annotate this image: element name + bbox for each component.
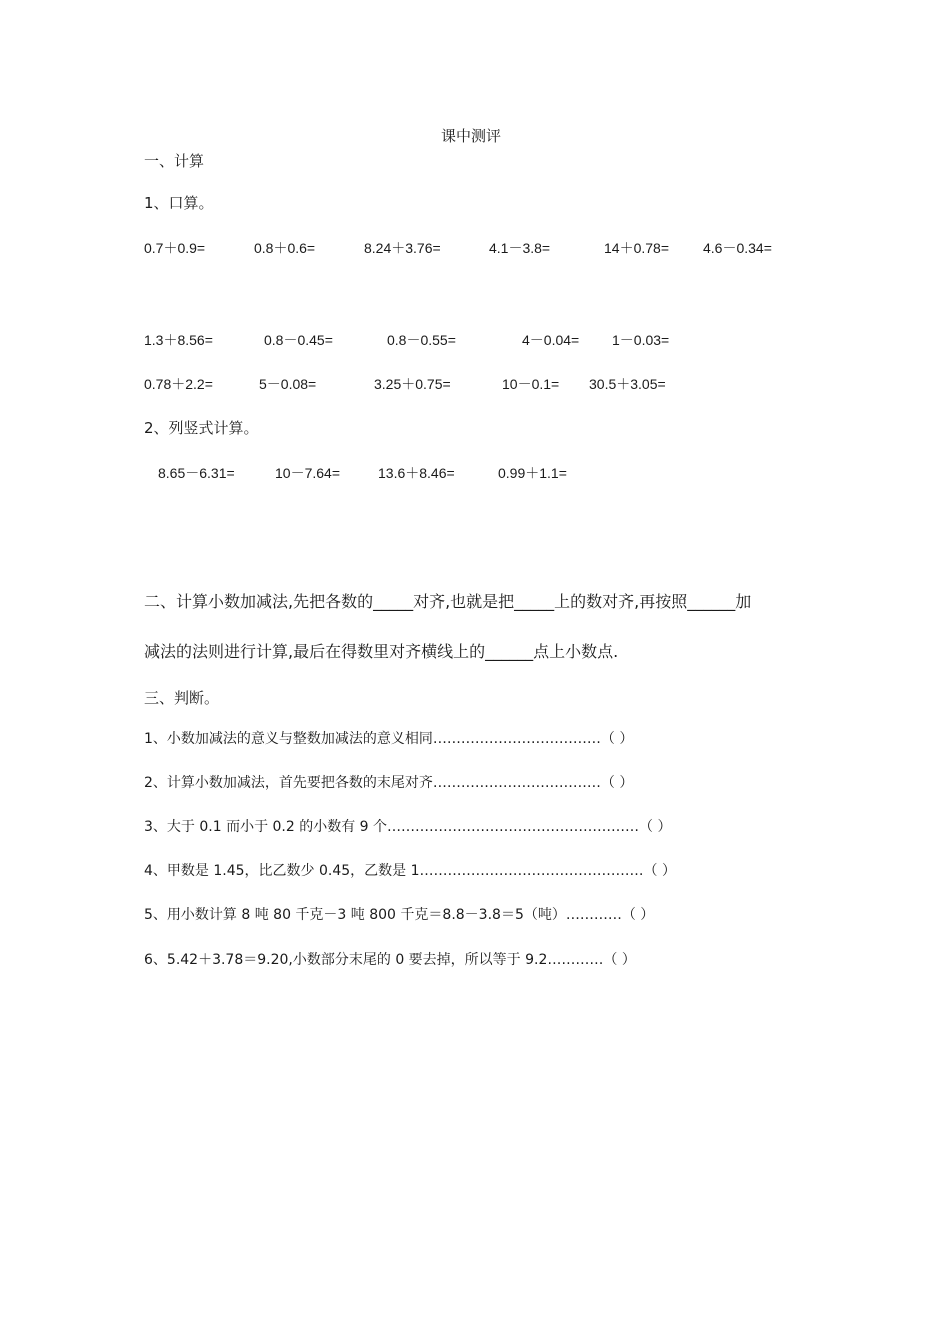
judge-item: 6、5.42＋3.78＝9.20,小数部分末尾的 0 要去掉，所以等于 9.2…………（ ）	[144, 952, 636, 968]
vertical-calc-item: 0.99＋1.1=	[498, 465, 567, 481]
oral-calc-item: 8.24＋3.76=	[364, 240, 441, 256]
oral-calc-item: 4.1－3.8=	[489, 240, 551, 256]
vertical-calc-item: 10－7.64=	[275, 465, 340, 481]
oral-calc-item: 4.6－0.34=	[703, 240, 772, 256]
question-1-label: 1、口算。	[144, 194, 214, 212]
oral-calc-item: 5－0.08=	[259, 376, 317, 392]
oral-calc-item: 0.7＋0.9=	[144, 240, 206, 256]
oral-calc-item: 0.8＋0.6=	[254, 240, 316, 256]
oral-calc-item: 4－0.04=	[522, 332, 580, 348]
oral-calc-item: 0.78＋2.2=	[144, 376, 213, 392]
judge-item: 2、计算小数加减法，首先要把各数的末尾对齐………………………………（ ）	[144, 775, 634, 791]
section-1-heading: 一、计算	[144, 152, 205, 170]
oral-calc-item: 0.8－0.55=	[387, 332, 456, 348]
oral-calc-item: 0.8－0.45=	[264, 332, 333, 348]
oral-calc-item: 30.5＋3.05=	[589, 376, 666, 392]
fill-blank-line-2: 减法的法则进行计算,最后在得数里对齐横线上的______点上小数点.	[144, 642, 619, 661]
oral-calc-item: 10－0.1=	[502, 376, 560, 392]
vertical-calc-item: 13.6＋8.46=	[378, 465, 455, 481]
question-2-label: 2、列竖式计算。	[144, 419, 259, 437]
oral-calc-item: 1－0.03=	[612, 332, 670, 348]
page-title: 课中测评	[441, 127, 502, 145]
vertical-calc-item: 8.65－6.31=	[158, 465, 235, 481]
judge-item: 3、大于 0.1 而小于 0.2 的小数有 9 个………………………………………………（ ）	[144, 819, 672, 835]
oral-calc-item: 14＋0.78=	[604, 240, 669, 256]
oral-calc-item: 3.25＋0.75=	[374, 376, 451, 392]
fill-blank-line-1: 二、计算小数加减法,先把各数的_____对齐,也就是把_____上的数对齐,再按照______加	[144, 592, 752, 611]
oral-calc-item: 1.3＋8.56=	[144, 332, 213, 348]
judge-item: 1、小数加减法的意义与整数加减法的意义相同………………………………（ ）	[144, 731, 634, 747]
judge-item: 4、甲数是 1.45，比乙数少 0.45，乙数是 1…………………………………………（ ）	[144, 863, 676, 879]
judge-item: 5、用小数计算 8 吨 80 千克－3 吨 800 千克＝8.8－3.8＝5（吨）…………（ ）	[144, 907, 655, 923]
section-3-heading: 三、判断。	[144, 689, 220, 707]
